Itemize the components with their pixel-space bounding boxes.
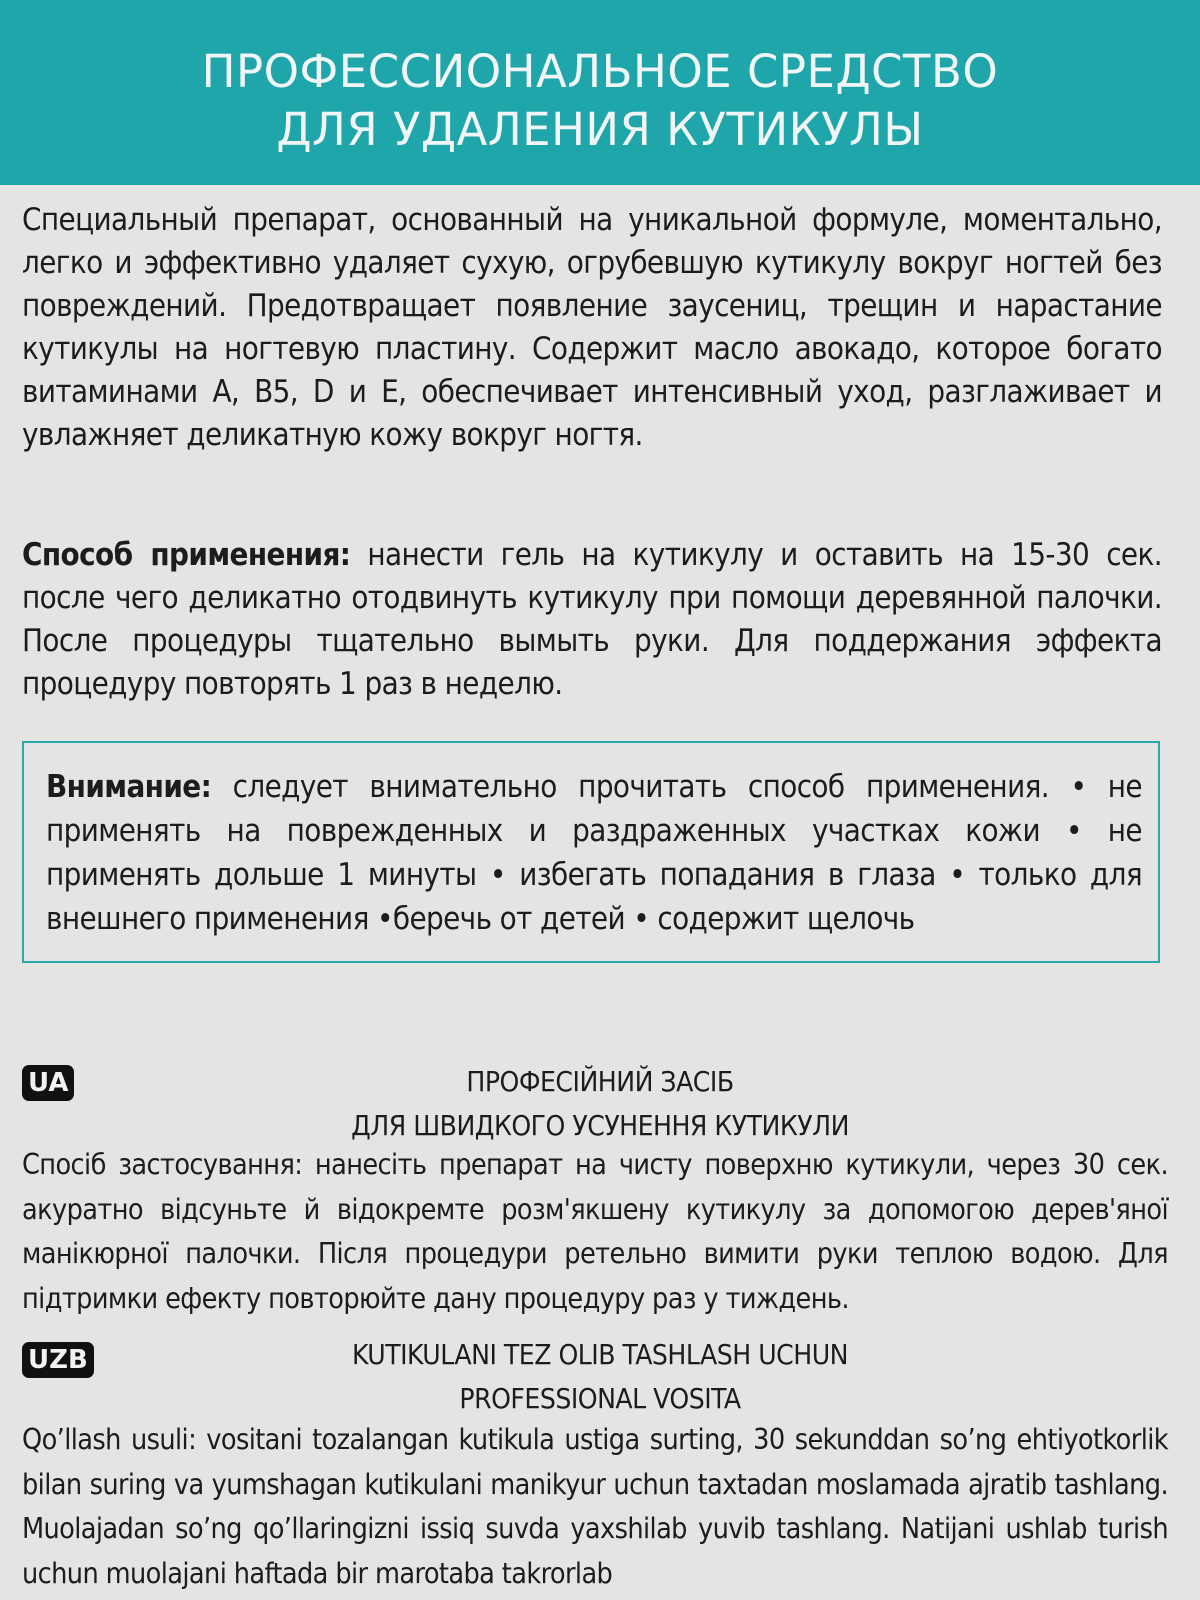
uzb-title-line-1: KUTIKULANI TEZ OLIB TASHLASH UCHUN <box>352 1338 848 1371</box>
warning-label: Внимание: <box>46 769 212 805</box>
usage-text: нанести гель на кутикулу и оставить на 15-30 сек. после чего деликатно отодвинуть кутикулу при помощи деревянной палочки. После процедуры тщательно вымыть руки. Для поддержания эффекта процедуру повторять 1 раз в неделю. <box>22 537 1163 702</box>
title-line-1: ПРОФЕССИОНАЛЬНОЕ СРЕДСТВО <box>201 44 999 98</box>
ua-title-line-1: ПРОФЕСІЙНИЙ ЗАСІБ <box>466 1065 734 1098</box>
uzb-section-title <box>0 1333 1200 1421</box>
description-paragraph: Специальный препарат, основанный на уникальной формуле, моментально, легко и эффективно удаляет сухую, огрубевшую кутикулу вокруг ногтей без повреждений. Предотвращает появление заусениц, трещин и нарастание кутикулы на ногтевую пластину. Содержит масло авокадо, которое богато витаминами А, В5, D и Е, обеспечивает интенсивный уход, разглаживает и увлажняет деликатную кожу вокруг ногтя. <box>22 202 1162 453</box>
title-banner <box>0 0 1200 185</box>
usage-paragraph <box>22 534 1162 706</box>
language-badge-ua: UA <box>22 1065 74 1101</box>
usage-label: Способ применения: <box>22 537 351 573</box>
uzb-title-line-2: PROFESSIONAL VOSITA <box>459 1382 741 1415</box>
warning-text: следует внимательно прочитать способ применения. • не применять на поврежденных и раздраженных участках кожи • не применять дольше 1 минуты • избегать попадания в глаза • только для внешнего применения •беречь от детей • содержит щелочь <box>46 769 1142 937</box>
title-line-2: ДЛЯ УДАЛЕНИЯ КУТИКУЛЫ <box>276 102 924 156</box>
warning-paragraph <box>46 765 1142 941</box>
warning-box <box>22 741 1160 963</box>
uzb-section-body: Qo’llash usuli: vositani tozalangan kutikula ustiga surting, 30 sekunddan so’ng ehtiyotkorlik bilan suring va yumshagan kutikulani manikyur uchun taxtadan moslamada ajratib tashlang. Muolajadan so’ng qo’llaringizni issiq suvda yaxshilab yuvib tashlang. Natijani ushlab turish uchun muolajani haftada bir marotaba takrorlab <box>22 1423 1168 1590</box>
ua-section-title <box>0 1060 1200 1148</box>
ua-title-line-2: ДЛЯ ШВИДКОГО УСУНЕННЯ КУТИКУЛИ <box>351 1109 849 1142</box>
language-badge-uzb: UZB <box>22 1342 94 1378</box>
ua-section-body: Спосіб застосування: нанесіть препарат на чисту поверхню кутикули, через 30 сек. акуратно відсуньте й відокремте розм'якшену кутикулу за допомогою дерев'яної манікюрної палочки. Після процедури ретельно вимити руки теплою водою. Для підтримки ефекту повторюйте дану процедуру раз у тиждень. <box>22 1148 1168 1315</box>
